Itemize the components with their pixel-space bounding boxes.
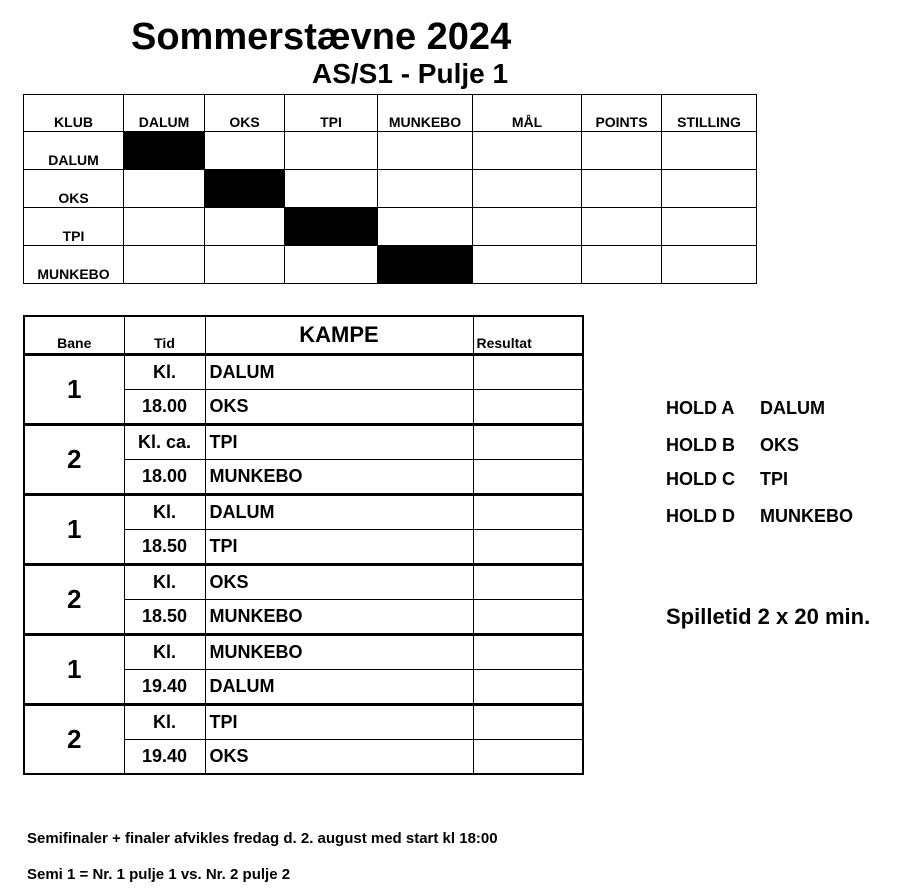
standing-cell [662,246,757,284]
standings-row [24,132,757,170]
schedule-table [23,315,584,775]
match-row [24,425,583,460]
finals-note: Semifinaler + finaler afvikles fredag d. 2. august med start kl 18:00 [27,830,498,847]
result-cell [473,390,583,425]
result-cell [473,740,583,775]
match-row [24,635,583,670]
score-cell [285,132,378,170]
points-cell [582,132,662,170]
hold-label: HOLD A [666,398,735,418]
header-points: POINTS [582,95,662,132]
score-cell [124,170,205,208]
goals-cell [473,132,582,170]
score-cell [378,170,473,208]
court-number: 1 [24,635,124,705]
club-name: OKS [24,170,124,208]
header-kampe: KAMPE [205,316,473,355]
club-name: DALUM [24,132,124,170]
goals-cell [473,170,582,208]
score-cell [378,208,473,246]
home-team: TPI [205,705,473,740]
score-cell [205,246,285,284]
header-tpi: TPI [285,95,378,132]
court-number: 2 [24,425,124,495]
score-cell [124,246,205,284]
hold-label: HOLD C [666,469,735,489]
time-prefix: Kl. ca. [124,425,205,460]
header-bane: Bane [24,316,124,355]
points-cell [582,246,662,284]
page-subtitle: AS/S1 - Pulje 1 [312,58,509,89]
home-team: DALUM [205,355,473,390]
time-prefix: Kl. [124,495,205,530]
match-time: 19.40 [124,740,205,775]
hold-team: TPI [760,469,789,489]
score-cell [205,208,285,246]
score-cell [285,170,378,208]
result-cell [473,425,583,460]
time-prefix: Kl. [124,565,205,600]
score-cell [205,132,285,170]
match-row [24,565,583,600]
result-cell [473,565,583,600]
score-cell [378,132,473,170]
header-munkebo: MUNKEBO [378,95,473,132]
result-cell [473,600,583,635]
header-stilling: STILLING [662,95,757,132]
match-time: 18.50 [124,600,205,635]
result-cell [473,705,583,740]
goals-cell [473,208,582,246]
standings-row [24,246,757,284]
result-cell [473,635,583,670]
match-row [24,495,583,530]
court-number: 2 [24,705,124,775]
standing-cell [662,208,757,246]
result-cell [473,530,583,565]
score-cell [124,208,205,246]
time-prefix: Kl. [124,635,205,670]
standings-table [23,94,757,284]
hold-row [666,506,853,527]
club-name: MUNKEBO [24,246,124,284]
hold-team: DALUM [760,398,825,418]
home-team: OKS [205,565,473,600]
home-team: TPI [205,425,473,460]
hold-label: HOLD D [666,506,735,526]
court-number: 1 [24,355,124,425]
standing-cell [662,132,757,170]
match-time: 18.50 [124,530,205,565]
blocked-cell [285,208,378,246]
score-cell [285,246,378,284]
standings-header-row [24,95,757,132]
match-time: 19.40 [124,670,205,705]
header-resultat: Resultat [473,316,583,355]
hold-row [666,435,799,456]
page-title: Sommerstævne 2024 [131,16,512,58]
hold-row [666,398,825,419]
match-time: 18.00 [124,460,205,495]
blocked-cell [378,246,473,284]
standings-row [24,208,757,246]
points-cell [582,170,662,208]
hold-team: MUNKEBO [760,506,853,526]
playing-time: Spilletid 2 x 20 min. [666,604,871,629]
header-oks: OKS [205,95,285,132]
result-cell [473,355,583,390]
match-row [24,705,583,740]
home-team: MUNKEBO [205,635,473,670]
header-mal: MÅL [473,95,582,132]
away-team: MUNKEBO [205,600,473,635]
schedule-header-row [24,316,583,355]
blocked-cell [205,170,285,208]
header-tid: Tid [124,316,205,355]
away-team: MUNKEBO [205,460,473,495]
standings-row [24,170,757,208]
result-cell [473,670,583,705]
away-team: TPI [205,530,473,565]
home-team: DALUM [205,495,473,530]
goals-cell [473,246,582,284]
away-team: OKS [205,390,473,425]
semi-note: Semi 1 = Nr. 1 pulje 1 vs. Nr. 2 pulje 2 [27,866,291,883]
blocked-cell [124,132,205,170]
header-klub: KLUB [24,95,124,132]
hold-row [666,469,788,490]
header-dalum: DALUM [124,95,205,132]
result-cell [473,460,583,495]
hold-label: HOLD B [666,435,735,455]
match-time: 18.00 [124,390,205,425]
result-cell [473,495,583,530]
court-number: 2 [24,565,124,635]
time-prefix: Kl. [124,355,205,390]
standing-cell [662,170,757,208]
hold-team: OKS [760,435,800,455]
away-team: OKS [205,740,473,775]
court-number: 1 [24,495,124,565]
away-team: DALUM [205,670,473,705]
time-prefix: Kl. [124,705,205,740]
club-name: TPI [24,208,124,246]
points-cell [582,208,662,246]
match-row [24,355,583,390]
